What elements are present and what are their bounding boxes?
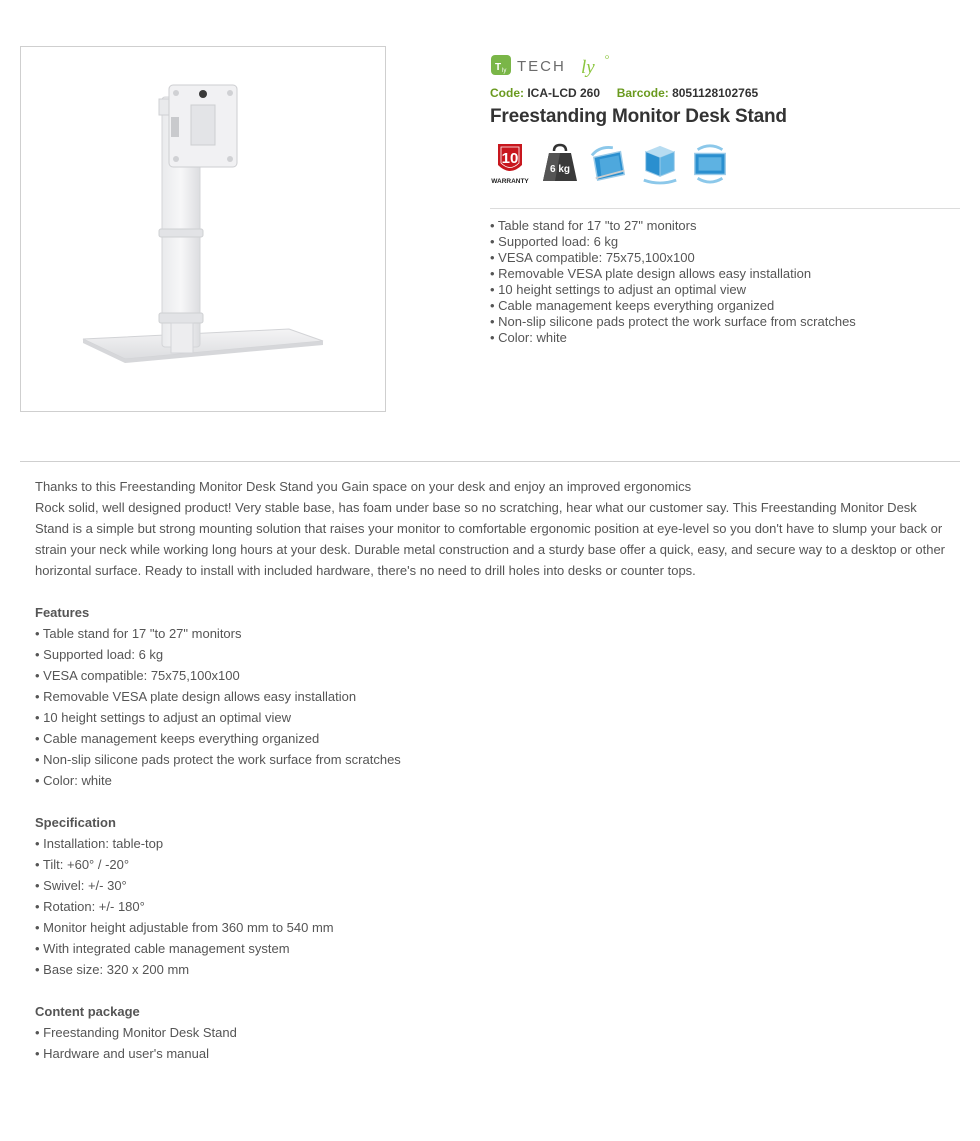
svg-text:ly: ly bbox=[581, 57, 595, 78]
product-codes bbox=[490, 86, 960, 100]
features-list bbox=[35, 623, 945, 791]
list-item: • Cable management keeps everything organized bbox=[35, 731, 320, 746]
list-item: • 10 height settings to adjust an optimal view bbox=[490, 282, 747, 297]
product-description bbox=[35, 476, 945, 1064]
svg-text:6 kg: 6 kg bbox=[549, 164, 571, 175]
description-body: Rock solid, well designed product! Very stable base, has foam under base so no scratching, hear what our customer say. This Freestanding Monitor Desk Stand is a simple but strong mounting solution that raises your monitor to comfortable ergonomic position at eye-level so you don't have to slump your back or strain your neck while working long hours at your desk. Durable metal construction and a sturdy base offer a quick, easy, and secure way to a desktop or other horizontal surface. Ready to install with included hardware, there's no need to drill holes into desks or counter tops. bbox=[35, 500, 945, 578]
svg-text:TECH: TECH bbox=[517, 58, 566, 75]
list-item: • Swivel: +/- 30° bbox=[35, 878, 127, 893]
product-title: Freestanding Monitor Desk Stand bbox=[490, 106, 787, 127]
svg-text:T: T bbox=[495, 62, 502, 73]
description-intro: Thanks to this Freestanding Monitor Desk Stand you Gain space on your desk and enjoy an improved ergonomics bbox=[35, 479, 692, 494]
svg-text:10: 10 bbox=[501, 150, 519, 167]
list-item: • Monitor height adjustable from 360 mm to 540 mm bbox=[35, 920, 334, 935]
list-item: • VESA compatible: 75x75,100x100 bbox=[490, 250, 695, 265]
swivel-icon bbox=[640, 141, 680, 185]
techly-logo[interactable] bbox=[490, 52, 960, 80]
svg-text:WARRANTY: WARRANTY bbox=[491, 178, 529, 185]
divider bbox=[490, 208, 960, 209]
list-item: • With integrated cable management system bbox=[35, 941, 290, 956]
svg-text:ly: ly bbox=[502, 68, 507, 74]
list-item: • Tilt: +60° / -20° bbox=[35, 857, 130, 872]
features-title: Features bbox=[35, 605, 90, 620]
warranty-10-icon bbox=[490, 141, 530, 185]
list-item: • 10 height settings to adjust an optimal view bbox=[35, 710, 292, 725]
list-item: • Removable VESA plate design allows easy installation bbox=[490, 266, 812, 281]
weight-6kg-icon bbox=[540, 141, 580, 185]
list-item: • Installation: table-top bbox=[35, 836, 164, 851]
list-item: • Color: white bbox=[490, 330, 567, 345]
feature-icons bbox=[490, 140, 960, 186]
list-item: • Supported load: 6 kg bbox=[35, 647, 164, 662]
package-list bbox=[35, 1022, 945, 1064]
list-item: • Color: white bbox=[35, 773, 112, 788]
list-item: • Freestanding Monitor Desk Stand bbox=[35, 1025, 237, 1040]
list-item: • Non-slip silicone pads protect the work surface from scratches bbox=[35, 752, 401, 767]
list-item: • Supported load: 6 kg bbox=[490, 234, 619, 249]
list-item: • Base size: 320 x 200 mm bbox=[35, 962, 190, 977]
barcode-label: Barcode: bbox=[616, 86, 669, 100]
product-image[interactable] bbox=[20, 46, 386, 412]
list-item: • Non-slip silicone pads protect the work surface from scratches bbox=[490, 314, 856, 329]
code-label: Code: bbox=[490, 86, 524, 100]
list-item: • Rotation: +/- 180° bbox=[35, 899, 145, 914]
package-title: Content package bbox=[35, 1004, 140, 1019]
barcode-value: 8051128102765 bbox=[672, 86, 759, 100]
list-item: • Table stand for 17 "to 27" monitors bbox=[35, 626, 242, 641]
code-value: ICA-LCD 260 bbox=[527, 86, 601, 100]
specification-list bbox=[35, 833, 945, 980]
techly-logo-mark bbox=[490, 52, 614, 80]
list-item: • Removable VESA plate design allows easy installation bbox=[35, 689, 357, 704]
tilt-icon bbox=[590, 141, 630, 185]
section-divider bbox=[20, 461, 960, 462]
list-item: • VESA compatible: 75x75,100x100 bbox=[35, 668, 240, 683]
rotation-icon bbox=[690, 141, 730, 185]
list-item: • Hardware and user's manual bbox=[35, 1046, 209, 1061]
monitor-stand-image bbox=[21, 47, 385, 411]
list-item: • Cable management keeps everything organized bbox=[490, 298, 775, 313]
product-bullets bbox=[490, 218, 856, 346]
specification-title: Specification bbox=[35, 815, 116, 830]
list-item: • Table stand for 17 "to 27" monitors bbox=[490, 218, 697, 233]
